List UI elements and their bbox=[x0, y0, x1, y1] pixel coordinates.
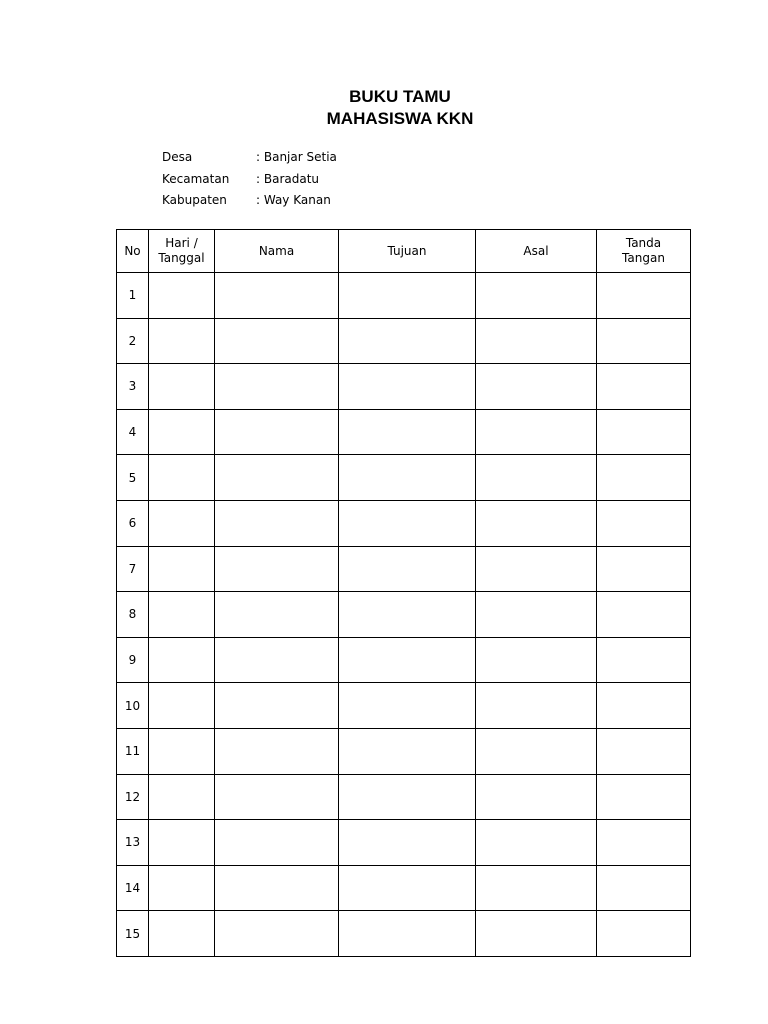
tujuan-cell[interactable] bbox=[339, 911, 476, 957]
tanda-tangan-cell[interactable] bbox=[597, 273, 691, 319]
tanda-tangan-cell[interactable] bbox=[597, 728, 691, 774]
nama-cell[interactable] bbox=[215, 865, 339, 911]
asal-cell[interactable] bbox=[476, 592, 597, 638]
table-row bbox=[117, 637, 691, 683]
nama-cell[interactable] bbox=[215, 500, 339, 546]
tanda-tangan-cell[interactable] bbox=[597, 546, 691, 592]
row-number: 1 bbox=[117, 273, 149, 319]
asal-cell[interactable] bbox=[476, 455, 597, 501]
info-value-kecamatan: : Baradatu bbox=[256, 171, 320, 186]
nama-cell[interactable] bbox=[215, 637, 339, 683]
tanda-tangan-cell[interactable] bbox=[597, 820, 691, 866]
tujuan-cell[interactable] bbox=[339, 637, 476, 683]
tanda-tangan-cell[interactable] bbox=[597, 364, 691, 410]
header-tanda-tangan bbox=[597, 230, 691, 273]
asal-cell[interactable] bbox=[476, 318, 597, 364]
asal-cell[interactable] bbox=[476, 774, 597, 820]
hari-tanggal-cell[interactable] bbox=[149, 820, 215, 866]
tanda-tangan-cell[interactable] bbox=[597, 455, 691, 501]
header-hari-tanggal bbox=[149, 230, 215, 273]
table-row bbox=[117, 364, 691, 410]
nama-cell[interactable] bbox=[215, 318, 339, 364]
header-no: No bbox=[117, 230, 149, 273]
header-hari-line2: Tanggal bbox=[158, 251, 205, 265]
header-tanda-line2: Tangan bbox=[622, 251, 665, 265]
table-row bbox=[117, 409, 691, 455]
tanda-tangan-cell[interactable] bbox=[597, 774, 691, 820]
tujuan-cell[interactable] bbox=[339, 455, 476, 501]
hari-tanggal-cell[interactable] bbox=[149, 683, 215, 729]
row-number: 14 bbox=[117, 865, 149, 911]
header-hari-line1: Hari / bbox=[165, 236, 198, 250]
asal-cell[interactable] bbox=[476, 820, 597, 866]
table-row bbox=[117, 273, 691, 319]
nama-cell[interactable] bbox=[215, 728, 339, 774]
hari-tanggal-cell[interactable] bbox=[149, 318, 215, 364]
asal-cell[interactable] bbox=[476, 637, 597, 683]
guest-table bbox=[116, 229, 691, 957]
row-number: 4 bbox=[117, 409, 149, 455]
header-tujuan: Tujuan bbox=[339, 230, 476, 273]
hari-tanggal-cell[interactable] bbox=[149, 728, 215, 774]
nama-cell[interactable] bbox=[215, 409, 339, 455]
nama-cell[interactable] bbox=[215, 774, 339, 820]
info-value-desa: : Banjar Setia bbox=[256, 150, 337, 164]
asal-cell[interactable] bbox=[476, 546, 597, 592]
title-line-2: MAHASISWA KKN bbox=[326, 109, 474, 128]
row-number: 8 bbox=[117, 592, 149, 638]
tanda-tangan-cell[interactable] bbox=[597, 592, 691, 638]
info-value-kabupaten: : Way Kanan bbox=[256, 193, 331, 207]
nama-cell[interactable] bbox=[215, 273, 339, 319]
hari-tanggal-cell[interactable] bbox=[149, 637, 215, 683]
tanda-tangan-cell[interactable] bbox=[597, 911, 691, 957]
tujuan-cell[interactable] bbox=[339, 683, 476, 729]
tanda-tangan-cell[interactable] bbox=[597, 409, 691, 455]
table-row bbox=[117, 911, 691, 957]
header-tanda-line1: Tanda bbox=[625, 236, 662, 250]
table-body bbox=[117, 273, 691, 957]
table-row bbox=[117, 865, 691, 911]
tujuan-cell[interactable] bbox=[339, 865, 476, 911]
nama-cell[interactable] bbox=[215, 455, 339, 501]
row-number: 9 bbox=[117, 637, 149, 683]
nama-cell[interactable] bbox=[215, 546, 339, 592]
tujuan-cell[interactable] bbox=[339, 592, 476, 638]
tujuan-cell[interactable] bbox=[339, 500, 476, 546]
tujuan-cell[interactable] bbox=[339, 409, 476, 455]
tanda-tangan-cell[interactable] bbox=[597, 865, 691, 911]
tujuan-cell[interactable] bbox=[339, 364, 476, 410]
asal-cell[interactable] bbox=[476, 500, 597, 546]
row-number: 6 bbox=[117, 500, 149, 546]
hari-tanggal-cell[interactable] bbox=[149, 455, 215, 501]
table-row bbox=[117, 318, 691, 364]
table-row bbox=[117, 683, 691, 729]
table-row bbox=[117, 592, 691, 638]
tujuan-cell[interactable] bbox=[339, 774, 476, 820]
nama-cell[interactable] bbox=[215, 592, 339, 638]
nama-cell[interactable] bbox=[215, 911, 339, 957]
hari-tanggal-cell[interactable] bbox=[149, 364, 215, 410]
tujuan-cell[interactable] bbox=[339, 546, 476, 592]
nama-cell[interactable] bbox=[215, 683, 339, 729]
row-number: 15 bbox=[117, 911, 149, 957]
tujuan-cell[interactable] bbox=[339, 820, 476, 866]
table-row bbox=[117, 455, 691, 501]
tujuan-cell[interactable] bbox=[339, 728, 476, 774]
info-label-kabupaten: Kabupaten bbox=[162, 193, 227, 207]
hari-tanggal-cell[interactable] bbox=[149, 273, 215, 319]
asal-cell[interactable] bbox=[476, 865, 597, 911]
table-row bbox=[117, 774, 691, 820]
table-row bbox=[117, 728, 691, 774]
table-row bbox=[117, 820, 691, 866]
hari-tanggal-cell[interactable] bbox=[149, 911, 215, 957]
asal-cell[interactable] bbox=[476, 728, 597, 774]
header-nama: Nama bbox=[215, 230, 339, 273]
tanda-tangan-cell[interactable] bbox=[597, 637, 691, 683]
asal-cell[interactable] bbox=[476, 273, 597, 319]
hari-tanggal-cell[interactable] bbox=[149, 774, 215, 820]
tujuan-cell[interactable] bbox=[339, 318, 476, 364]
row-number: 3 bbox=[117, 364, 149, 410]
table-row bbox=[117, 546, 691, 592]
row-number: 5 bbox=[117, 455, 149, 501]
title-line-1: BUKU TAMU bbox=[349, 87, 451, 106]
info-label-kecamatan: Kecamatan bbox=[162, 171, 230, 186]
header-asal: Asal bbox=[476, 230, 597, 273]
row-number: 7 bbox=[117, 546, 149, 592]
asal-cell[interactable] bbox=[476, 409, 597, 455]
table-header-row bbox=[117, 230, 691, 273]
hari-tanggal-cell[interactable] bbox=[149, 865, 215, 911]
document-title bbox=[0, 86, 768, 130]
asal-cell[interactable] bbox=[476, 911, 597, 957]
row-number: 11 bbox=[117, 728, 149, 774]
tanda-tangan-cell[interactable] bbox=[597, 318, 691, 364]
hari-tanggal-cell[interactable] bbox=[149, 546, 215, 592]
row-number: 10 bbox=[117, 683, 149, 729]
asal-cell[interactable] bbox=[476, 364, 597, 410]
row-number: 2 bbox=[117, 318, 149, 364]
hari-tanggal-cell[interactable] bbox=[149, 409, 215, 455]
asal-cell[interactable] bbox=[476, 683, 597, 729]
tanda-tangan-cell[interactable] bbox=[597, 500, 691, 546]
info-label-desa: Desa bbox=[162, 150, 193, 164]
row-number: 12 bbox=[117, 774, 149, 820]
hari-tanggal-cell[interactable] bbox=[149, 500, 215, 546]
tujuan-cell[interactable] bbox=[339, 273, 476, 319]
hari-tanggal-cell[interactable] bbox=[149, 592, 215, 638]
row-number: 13 bbox=[117, 820, 149, 866]
nama-cell[interactable] bbox=[215, 820, 339, 866]
table-row bbox=[117, 500, 691, 546]
tanda-tangan-cell[interactable] bbox=[597, 683, 691, 729]
nama-cell[interactable] bbox=[215, 364, 339, 410]
